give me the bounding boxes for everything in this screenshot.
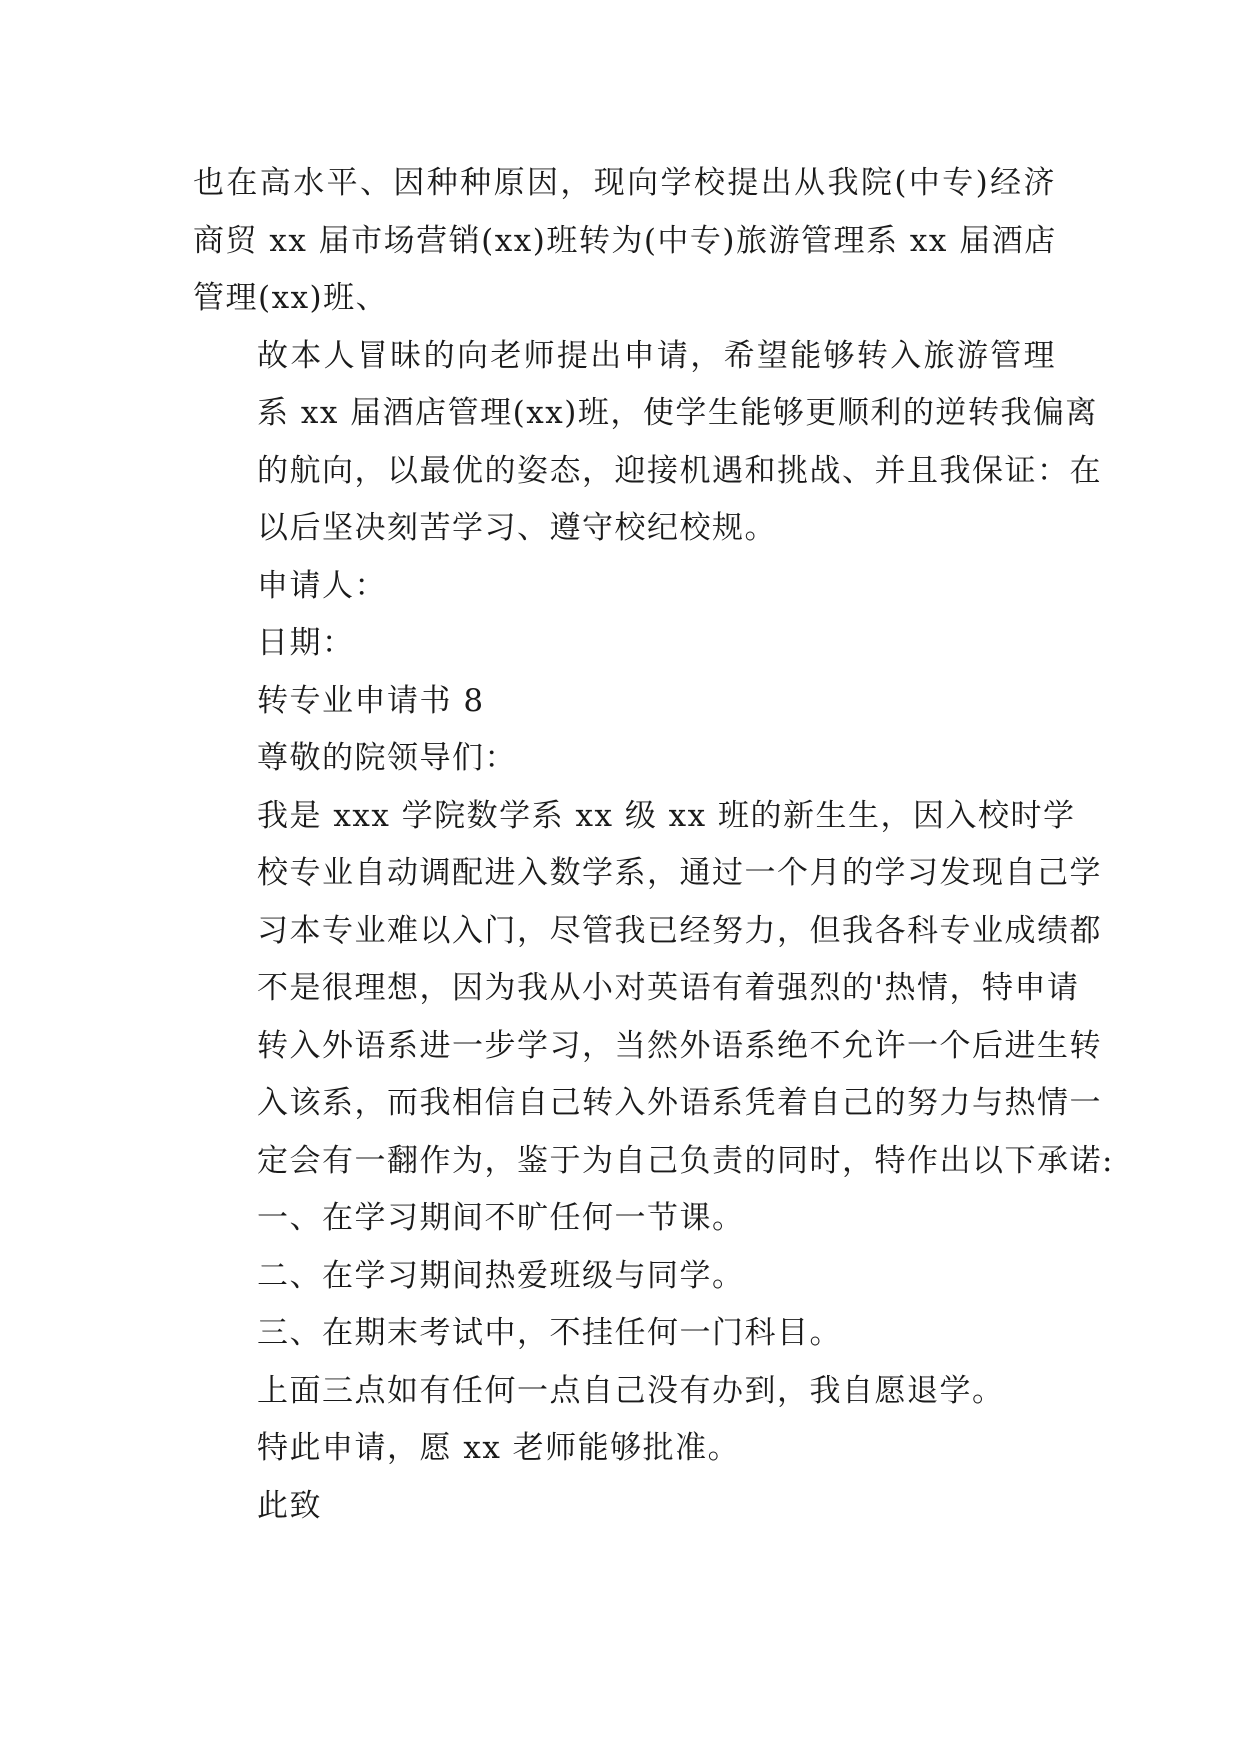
paragraph	[193, 1478, 1056, 1536]
document-body	[193, 155, 1114, 1535]
text-line: 校专业自动调配进入数学系，通过一个月的学习发现自己学	[257, 855, 1102, 891]
paragraph	[193, 328, 1102, 558]
paragraph	[193, 558, 1056, 616]
text-line: 一、在学习期间不旷任何一节课。	[257, 1200, 745, 1236]
text-line: 三、在期末考试中，不挂任何一门科目。	[257, 1315, 842, 1351]
text-line: 我是 xxx 学院数学系 xx 级 xx 班的新生生，因入校时学	[257, 797, 1076, 834]
paragraph	[193, 1420, 1056, 1478]
text-line: 特此申请，愿 xx 老师能够批准。	[257, 1430, 741, 1466]
paragraph	[193, 673, 1056, 731]
paragraph	[193, 155, 1056, 328]
paragraph	[193, 1248, 1056, 1306]
text-line: 定会有一翻作为，鉴于为自己负责的同时，特作出以下承诺:	[257, 1142, 1114, 1179]
text-line: 尊敬的院领导们：	[257, 740, 517, 776]
paragraph	[193, 730, 1056, 788]
text-line: 不是很理想，因为我从小对英语有着强烈的'热情，特申请	[257, 970, 1080, 1006]
text-line: 此致	[257, 1487, 322, 1524]
paragraph	[193, 1363, 1056, 1421]
paragraph	[193, 788, 1114, 1191]
text-line: 习本专业难以入门，尽管我已经努力，但我各科专业成绩都	[257, 912, 1102, 949]
text-line: 的航向，以最优的姿态，迎接机遇和挑战、并且我保证：在	[257, 452, 1102, 489]
text-line: 也在高水平、因种种原因，现向学校提出从我院(中专)经济	[193, 165, 1056, 201]
text-line: 入该系，而我相信自己转入外语系凭着自己的努力与热情一	[257, 1085, 1102, 1121]
text-line: 二、在学习期间热爱班级与同学。	[257, 1257, 745, 1294]
text-line: 管理(xx)班、	[193, 280, 389, 316]
text-line: 申请人：	[257, 567, 387, 604]
text-line: 上面三点如有任何一点自己没有办到，我自愿退学。	[257, 1372, 1005, 1409]
paragraph	[193, 1190, 1056, 1248]
paragraph	[193, 615, 1056, 673]
text-line: 商贸 xx 届市场营销(xx)班转为(中专)旅游管理系 xx 届酒店	[193, 222, 1057, 259]
text-line: 系 xx 届酒店管理(xx)班，使学生能够更顺利的逆转我偏离	[257, 395, 1098, 431]
text-line: 转专业申请书 8	[257, 682, 485, 719]
text-line: 以后坚决刻苦学习、遵守校纪校规。	[257, 510, 777, 546]
text-line: 日期：	[257, 625, 355, 661]
paragraph	[193, 1305, 1056, 1363]
text-line: 转入外语系进一步学习，当然外语系绝不允许一个后进生转	[257, 1027, 1102, 1064]
text-line: 故本人冒昧的向老师提出申请，希望能够转入旅游管理	[257, 337, 1056, 374]
